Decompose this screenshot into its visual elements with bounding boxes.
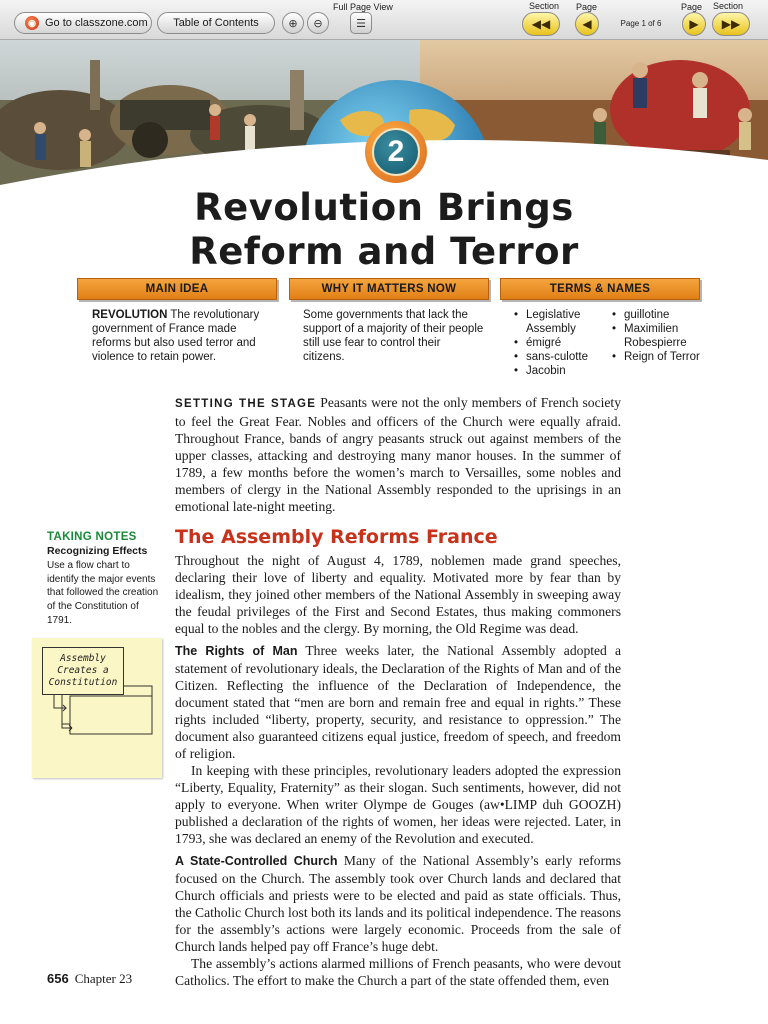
section-label-left: Section xyxy=(529,1,560,11)
section-number: 2 xyxy=(372,128,420,176)
main-idea-header: MAIN IDEA xyxy=(77,278,277,300)
zoom-out-icon[interactable]: ⊖ xyxy=(307,12,329,34)
paragraph-peasants-alarmed: The assembly’s actions alarmed millions of French peasants, who were devout Catholics. The effort to make the Church a part of the state offended them, even xyxy=(175,956,621,988)
setting-the-stage-text: Peasants were not the only members of French society to feel the Great Fear. Nobles and officers of the Church were equally afraid. Throughout France, bands of angry peasants struck out against members of the upper classes, attacking and destroying many manor houses. In the summer of 1789, a few months before the women’s march to Versailles, some nobles and members of clergy in the National Assembly responded to the uprisings in an emotional late-night meeting. xyxy=(175,395,621,514)
page-indicator: Page 1 of 6 xyxy=(620,18,662,28)
toc-label: Table of Contents xyxy=(173,17,259,29)
classzone-logo-icon: ◉ xyxy=(25,16,39,30)
section-title xyxy=(0,186,768,274)
main-idea-body: The revolutionary government of France made reforms but also used terror and violence to retain power. xyxy=(92,309,260,363)
previous-section-icon[interactable]: ◀◀ xyxy=(522,12,560,36)
paragraph-rights-of-man xyxy=(175,642,621,762)
why-it-matters-header: WHY IT MATTERS NOW xyxy=(289,278,489,300)
chapter-label: Chapter 23 xyxy=(74,971,133,986)
page-footer xyxy=(47,971,132,987)
previous-page-icon[interactable]: ◀ xyxy=(575,12,599,36)
term-item: • guillotine xyxy=(612,308,702,322)
term-item: • Legislative Assembly xyxy=(514,308,604,336)
church-text: Many of the National Assembly’s early reforms focused on the Church. The assembly took over Church lands and declared that Church officials and priests were to be elected and paid as state officials. Thus, the Catholic Church lost both its lands and its political independence. The reasons for the assembly’s actions were largely economic. Proceeds from the sale of Church lands helped pay off France’s huge debt. xyxy=(175,853,621,954)
rights-of-man-subhead: The Rights of Man xyxy=(175,644,298,658)
next-section-icon[interactable]: ▶▶ xyxy=(712,12,750,36)
term-item: • Jacobin xyxy=(514,364,604,378)
page-label-right: Page xyxy=(681,2,703,12)
article-body xyxy=(175,552,621,989)
term-item: • Reign of Terror xyxy=(612,350,702,364)
flow-chart-card xyxy=(32,638,162,778)
paragraph-august-4: Throughout the night of August 4, 1789, noblemen made grand speeches, declaring their love of liberty and equality. Motivated more by fear than by idealism, they joined other members of the National Assembly in sweeping away the feudal privileges of the First and Second Estates, thus making commoners equal to the nobles and the clergy. By morning, the Old Regime was dead. xyxy=(175,553,621,636)
taking-notes-sidebar xyxy=(47,531,163,628)
section-number-badge xyxy=(365,121,427,183)
main-idea-keyword: REVOLUTION xyxy=(92,309,168,321)
zoom-in-icon[interactable]: ⊕ xyxy=(282,12,304,34)
rights-of-man-text: Three weeks later, the National Assembly adopted a statement of revolutionary ideals, the Declaration of the Rights of Man and of the Citizen. Reflecting the influence of the Declaration of Independence, the document stated that “men are born and remain free and equal in rights.” These rights included “liberty, property, security, and resistance to oppression.” The document also guaranteed citizens equal justice, freedom of speech, and freedom of religion. xyxy=(175,643,621,761)
table-of-contents-button[interactable] xyxy=(157,12,275,34)
flow-chart-label: Assembly Creates a Constitution xyxy=(48,653,118,688)
reader-toolbar xyxy=(0,0,768,40)
main-idea-text xyxy=(92,308,272,364)
page-label-left: Page xyxy=(576,2,598,12)
flow-chart-start-box xyxy=(42,647,124,695)
section-label-right: Section xyxy=(713,1,744,11)
taking-notes-title: TAKING NOTES xyxy=(47,531,137,543)
why-it-matters-text: Some governments that lack the support of a majority of their people still use fear to control their citizens. xyxy=(303,309,484,363)
paragraph-slogan: In keeping with these principles, revolutionary leaders adopted the expression “Liberty, Equality, Fraternity” as their slogan. Such sentiments, however, did not apply to everyone. When writer Olympe de Gouges (aw•LIMP duh GOOZH) published a declaration of the rights of women, her ideas were rejected. Later, in 1793, she was declared an enemy of the Revolution and executed. xyxy=(175,763,621,846)
term-item: • sans-culotte xyxy=(514,350,604,364)
setting-the-stage-paragraph xyxy=(175,394,621,515)
classzone-label: Go to classzone.com xyxy=(45,17,148,29)
title-line-1: Revolution Brings xyxy=(194,186,574,229)
paragraph-church xyxy=(175,852,621,955)
classzone-button[interactable] xyxy=(14,12,152,34)
terms-and-names-header: TERMS & NAMES xyxy=(500,278,700,300)
full-page-view-label: Full Page View xyxy=(333,2,393,12)
full-page-view-icon[interactable]: ☰ xyxy=(350,12,372,34)
title-line-2: Reform and Terror xyxy=(189,230,579,273)
state-controlled-church-subhead: A State-Controlled Church xyxy=(175,854,338,868)
setting-the-stage-label: SETTING THE STAGE xyxy=(175,398,317,410)
terms-list-right xyxy=(612,308,702,364)
taking-notes-skill: Recognizing Effects xyxy=(47,545,148,557)
assembly-reforms-heading: The Assembly Reforms France xyxy=(175,526,498,548)
term-item: • Maximilien Robespierre xyxy=(612,322,702,350)
page-number: 656 xyxy=(47,971,69,986)
taking-notes-instructions: Use a flow chart to identify the major events that followed the creation of the Constitution of 1791. xyxy=(47,560,159,626)
next-page-icon[interactable]: ▶ xyxy=(682,12,706,36)
term-item: • émigré xyxy=(514,336,604,350)
terms-list-left xyxy=(514,308,604,378)
